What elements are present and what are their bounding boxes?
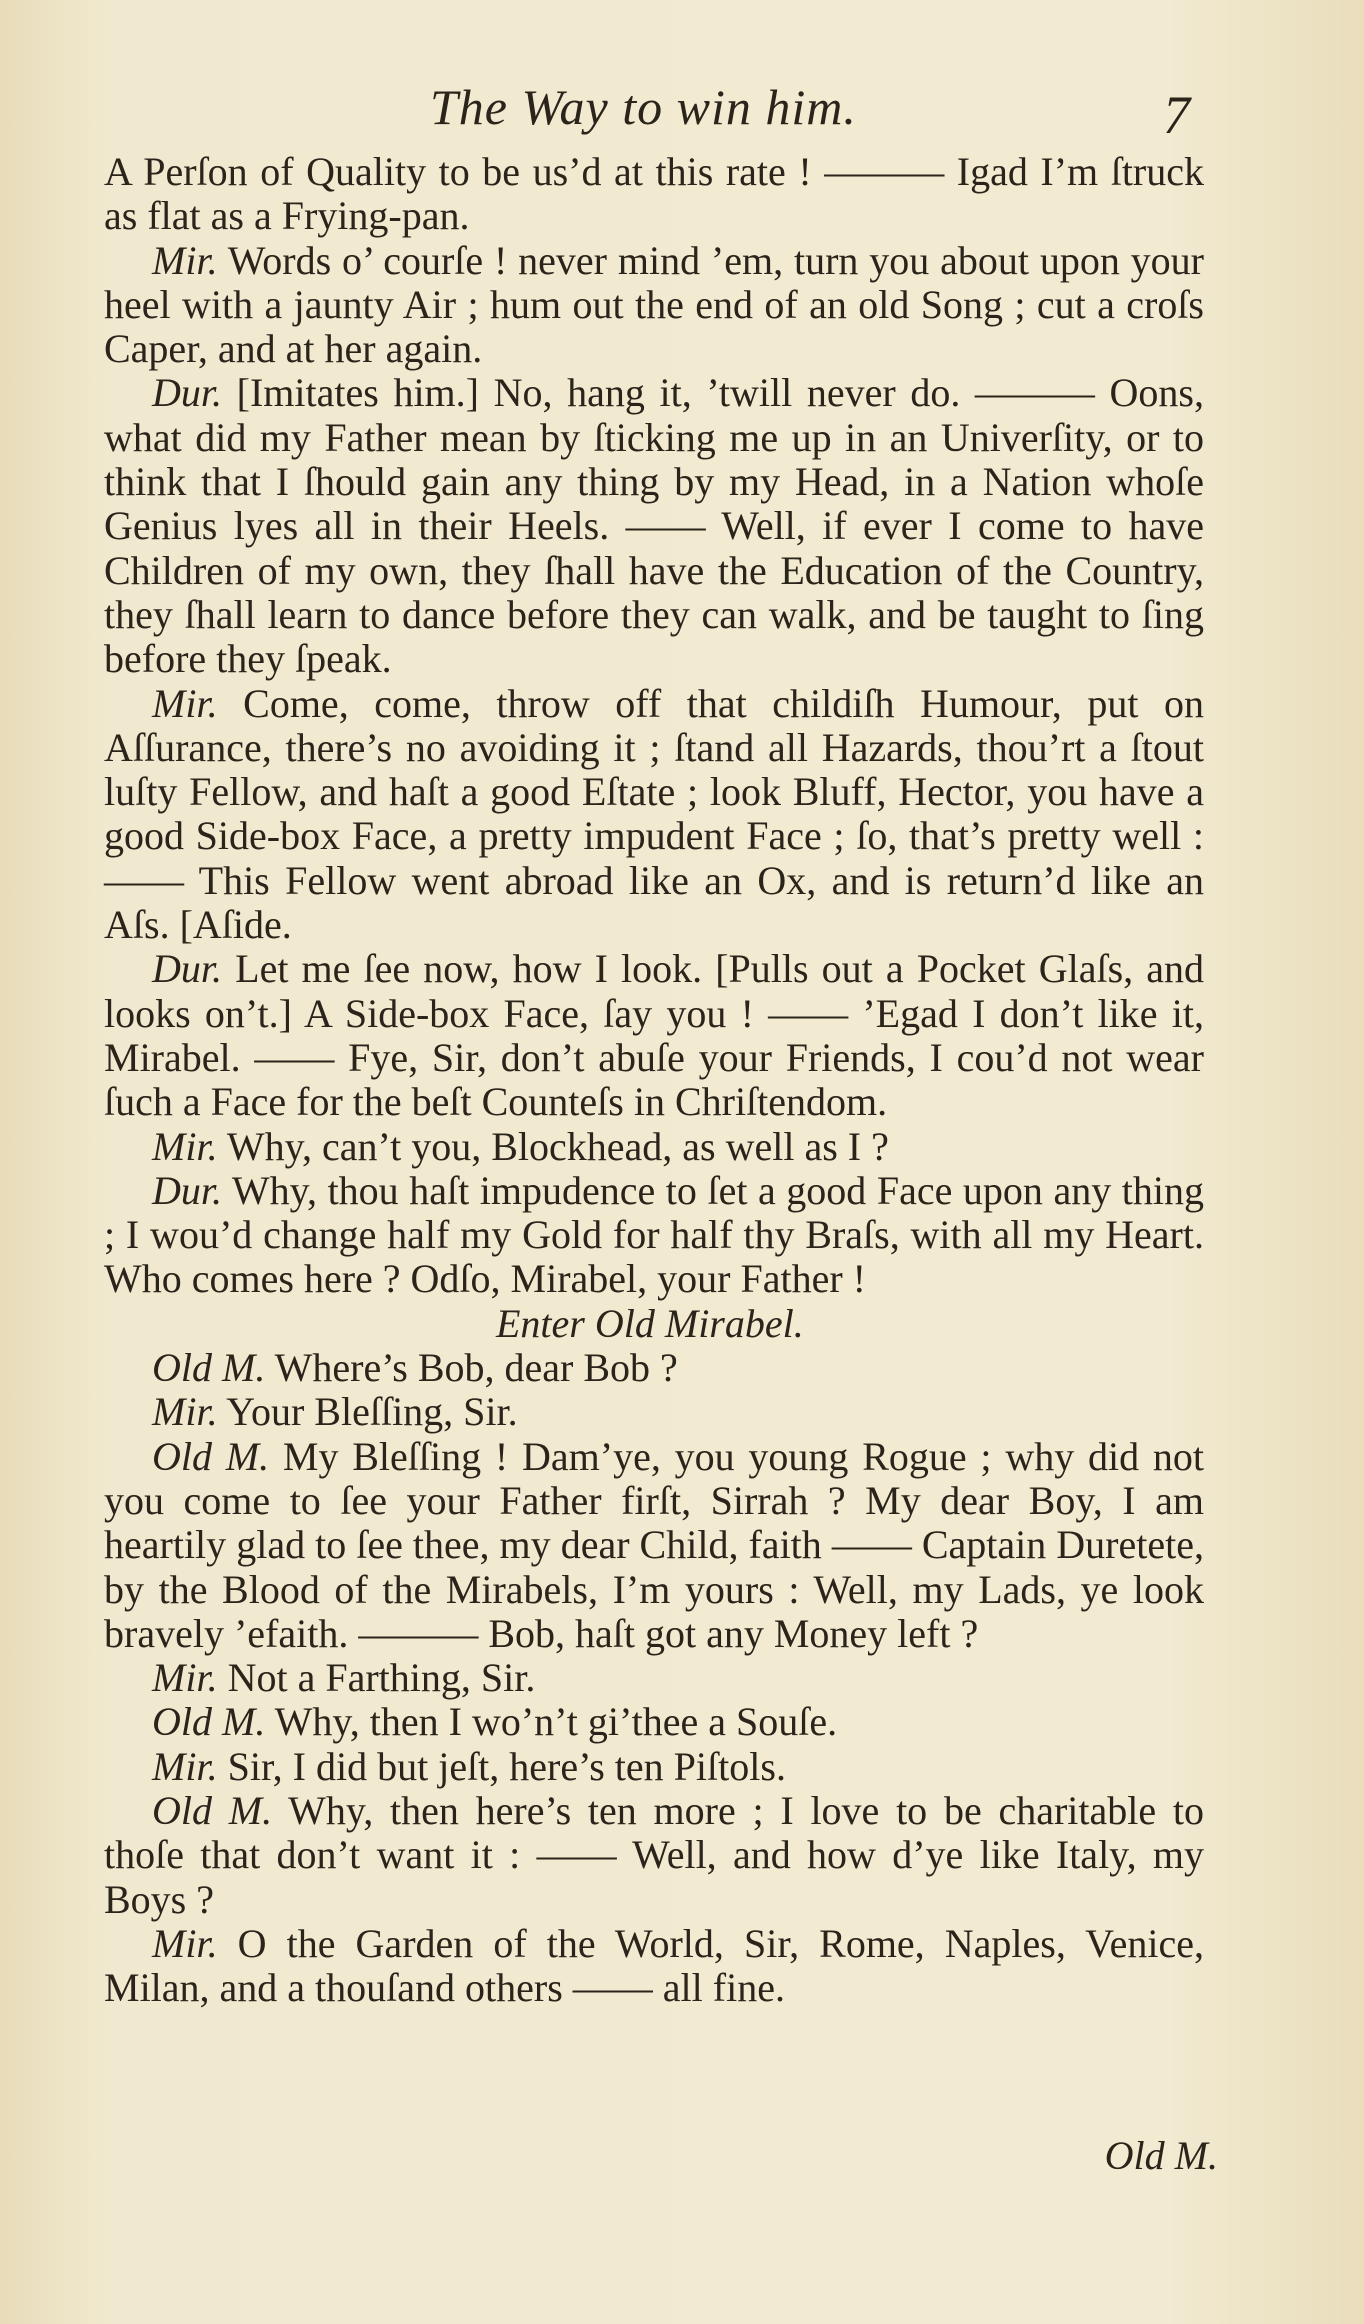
speech-paragraph [104, 1922, 1204, 2011]
speech-text: Words o’ courſe ! never mind ’em, turn you about upon your heel with a jaunty Air ; hum out the end of an old Song ; cut a croſs Caper, and at her again. [104, 237, 1204, 372]
speech-text: Sir, I did but jeſt, here’s ten Piſtols. [227, 1743, 786, 1789]
page-number: 7 [1163, 85, 1190, 145]
speech-paragraph [104, 1390, 1204, 1434]
speaker-name: Old M. [152, 1699, 266, 1745]
speech-paragraph [104, 239, 1204, 372]
speech-paragraph [104, 947, 1204, 1124]
speaker-name: Dur. [152, 370, 223, 416]
speech-text: [Imitates him.] No, hang it, ’twill never do. ——— Oons, what did my Father mean by ſticking me up in an Univerſity, or to think that I ſhould gain any thing by my Head, in a Nation whoſe Genius lyes all in their Heels. —— Well, if ever I come to have Children of my own, they ſhall have the Education of the Country, they ſhall learn to dance before they can walk, and be taught to ſing before they ſpeak. [104, 370, 1204, 682]
running-title: The Way to win him. [430, 79, 857, 135]
speech-paragraph [104, 1435, 1204, 1656]
speech-text: Enter Old Mirabel. [496, 1300, 804, 1346]
speech-text: My Bleſſing ! Dam’ye, you young Rogue ; why did not you come to ſee your Father firſt, Sirrah ? My dear Boy, I am heartily glad to ſee thee, my dear Child, faith —— Captain Duretete, by the Blood of the Mirabels, I’m yours : Well, my Lads, ye look bravely ’efaith. ——— Bob, haſt got any Money left ? [104, 1433, 1205, 1656]
speech-paragraph [104, 1745, 1204, 1789]
speaker-name: Dur. [152, 946, 223, 992]
speech-text: Why, then here’s ten more ; I love to be charitable to thoſe that don’t want it : —— Well, and how d’ye like Italy, my Boys ? [104, 1787, 1204, 1922]
speaker-name: Mir. [152, 680, 218, 726]
play-text [104, 150, 1204, 2010]
speech-paragraph [104, 682, 1204, 948]
speaker-name: Old M. [152, 1787, 273, 1833]
speech-text: Why, thou haſt impudence to ſet a good Face upon any thing ; I wou’d change half my Gold for half thy Braſs, with all my Heart. Who comes here ? Odſo, Mirabel, your Father ! [104, 1167, 1204, 1302]
speech-paragraph [104, 1700, 1204, 1744]
speech-text: Why, can’t you, Blockhead, as well as I ? [226, 1123, 889, 1169]
speaker-name: Dur. [152, 1167, 223, 1213]
speaker-name: Old M. [152, 1433, 270, 1479]
speaker-name: Mir. [152, 1743, 218, 1789]
speech-text: Your Bleſſing, Sir. [226, 1389, 518, 1435]
speech-paragraph [104, 1346, 1204, 1390]
speech-text: Come, come, throw off that childiſh Humour, put on Aſſurance, there’s no avoiding it ; ſtand all Hazards, thou’rt a ſtout luſty Fellow, and haſt a good Eſtate ; look Bluff, Hector, you have a good Side-box Face, a pretty impudent Face ; ſo, that’s pretty well : —— This Fellow went abroad like an Ox, and is return’d like an Aſs. [Aſide. [104, 680, 1204, 948]
speaker-name: Mir. [152, 237, 218, 283]
speech-paragraph [104, 1656, 1204, 1700]
speech-text: O the Garden of the World, Sir, Rome, Naples, Venice, Milan, and a thouſand others —— all fine. [104, 1920, 1204, 2011]
speech-paragraph [104, 1789, 1204, 1922]
speaker-name: Mir. [152, 1123, 218, 1169]
speech-paragraph [104, 150, 1204, 239]
speech-text: A Perſon of Quality to be us’d at this rate ! ——— Igad I’m ſtruck as flat as a Frying-pan. [104, 149, 1204, 239]
speaker-name: Mir. [152, 1920, 218, 1966]
speech-paragraph [104, 1125, 1204, 1169]
speaker-name: Mir. [152, 1655, 218, 1701]
speech-text: Not a Farthing, Sir. [227, 1655, 536, 1701]
speaker-name: Mir. [152, 1389, 218, 1435]
speech-text: Let me ſee now, how I look. [Pulls out a Pocket Glaſs, and looks on’t.] A Side-box Face, ſay you ! —— ’Egad I don’t like it, Mirabel. —— Fye, Sir, don’t abuſe your Friends, I cou’d not wear ſuch a Face for the beſt Counteſs in Chriſtendom. [104, 946, 1205, 1125]
stage-direction [104, 1302, 1204, 1346]
speech-text: Why, then I wo’n’t gi’thee a Souſe. [274, 1699, 838, 1745]
speech-paragraph [104, 1169, 1204, 1302]
page-header [0, 78, 1364, 148]
catchword: Old M. [1104, 2133, 1218, 2178]
speech-text: Where’s Bob, dear Bob ? [274, 1345, 678, 1391]
speaker-name: Old M. [152, 1345, 266, 1391]
speech-paragraph [104, 371, 1204, 681]
